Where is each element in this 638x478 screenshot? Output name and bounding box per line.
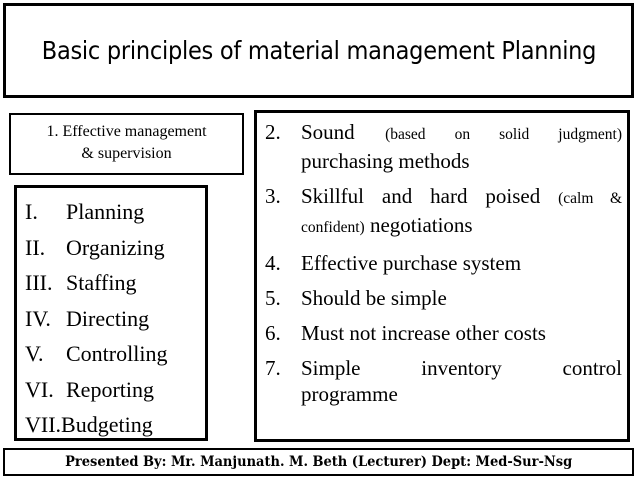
principle-number: 3. — [265, 184, 281, 208]
principle-item — [265, 285, 622, 311]
principle-item — [265, 320, 622, 346]
function-label: Budgeting — [61, 412, 153, 437]
function-item — [25, 230, 167, 266]
function-numeral: I. — [25, 199, 38, 224]
principle-text: Effective purchase system — [301, 251, 522, 275]
function-label: Controlling — [66, 341, 168, 366]
function-numeral: VII. — [25, 412, 62, 437]
function-item — [25, 372, 167, 408]
footer-box — [3, 448, 634, 476]
function-numeral: V. — [25, 341, 44, 366]
function-label: Organizing — [66, 234, 165, 260]
principle-item — [265, 119, 622, 174]
effective-line-1: 1. Effective management — [46, 123, 207, 140]
function-item — [25, 265, 167, 301]
principle-note-cont: confident) — [301, 219, 365, 236]
function-item — [25, 301, 167, 337]
principle-main: Skillful and hard poised — [301, 184, 541, 208]
function-item — [25, 407, 167, 443]
function-numeral: IV. — [25, 305, 51, 331]
principle-number: 2. — [265, 120, 281, 144]
function-label: Directing — [66, 305, 150, 331]
effective-management-box — [9, 113, 244, 175]
effective-line-2: & supervision — [81, 145, 172, 162]
function-label: Reporting — [66, 376, 154, 402]
function-numeral: III. — [25, 270, 53, 295]
principle-item — [265, 183, 622, 241]
function-numeral: II. — [25, 234, 46, 260]
principle-item — [265, 250, 622, 276]
principle-item — [265, 355, 622, 407]
function-label: Staffing — [66, 270, 137, 295]
principle-number: 7. — [265, 356, 281, 380]
principle-number: 4. — [265, 251, 281, 275]
principle-text: Must not increase other costs — [301, 321, 546, 345]
principle-text: Should be simple — [301, 286, 447, 310]
principle-line — [301, 183, 622, 212]
presenter-credit: Presented By: Mr. Manjunath. M. Beth (Lecturer) Dept: Med-Sur-Nsg — [64, 454, 573, 470]
function-numeral: VI. — [25, 376, 54, 402]
principle-main: Sound — [301, 120, 355, 144]
title-box — [3, 3, 634, 98]
slide-title: Basic principles of material management Planning — [41, 36, 596, 65]
principle-note: (based on solid judgment) — [385, 126, 622, 143]
function-item — [25, 194, 167, 230]
principle-line — [301, 119, 622, 148]
principle-continuation: programme — [301, 382, 398, 406]
principles-list — [265, 119, 622, 416]
principle-continuation: negotiations — [369, 213, 473, 237]
principle-number: 6. — [265, 321, 281, 345]
function-item — [25, 336, 167, 372]
principle-line: Simple inventory control — [301, 356, 622, 380]
function-label: Planning — [66, 199, 145, 224]
principle-line-2 — [301, 212, 622, 241]
principle-continuation: purchasing methods — [301, 149, 470, 173]
principle-number: 5. — [265, 286, 281, 310]
principle-note: (calm & — [558, 190, 622, 207]
management-functions-box — [14, 185, 208, 441]
management-functions-list — [25, 194, 167, 443]
principles-box — [254, 110, 630, 442]
